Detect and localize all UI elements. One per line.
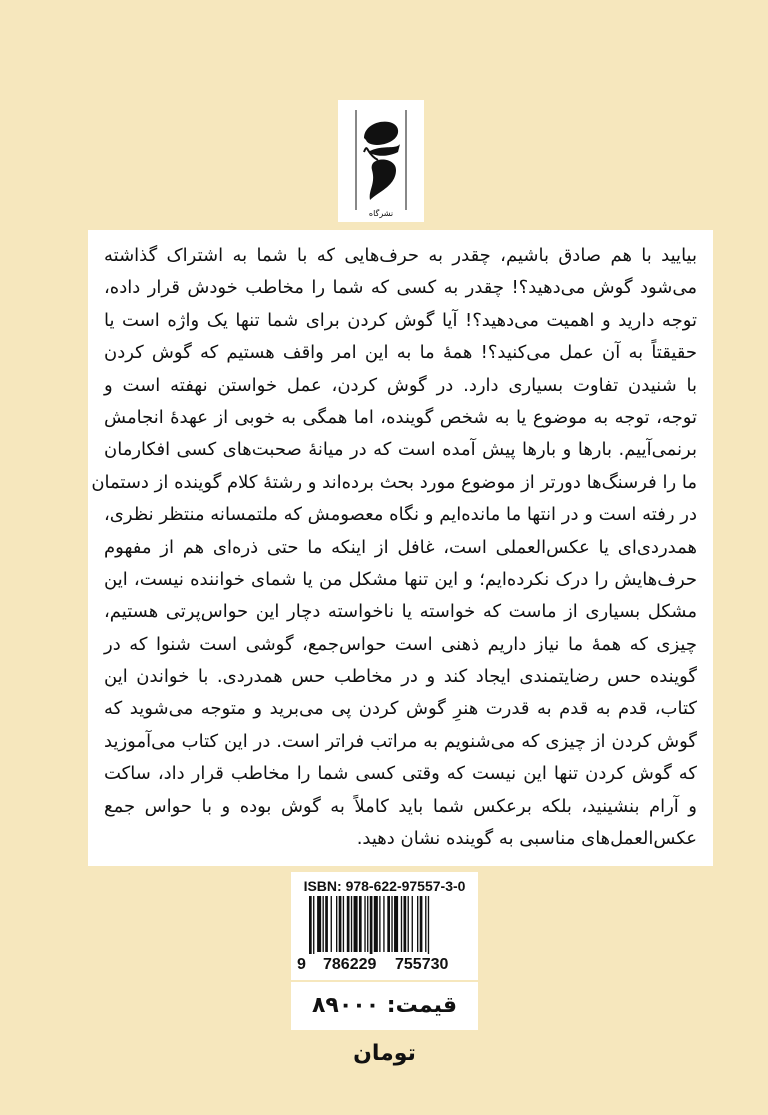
barcode-bar — [331, 896, 332, 952]
back-cover-blurb — [88, 230, 713, 866]
price-label: قیمت: ۸۹۰۰۰ تومان — [291, 982, 478, 1030]
blurb-line: که گوش کردن تنها این نیست که وقتی کسی شما را مخاطب قرار داد، ساکت — [104, 763, 697, 785]
barcode-digits-right: 755730 — [395, 956, 449, 973]
barcode-bar — [325, 896, 328, 952]
barcode-bar — [359, 896, 362, 952]
blurb-line: می‌شود گوش می‌دهید؟! چقدر به کسی که شما را مخاطب خودش قرار داده، — [104, 277, 697, 299]
blurb-line: کتاب، قدم به قدم به قدرت هنرِ گوش کردن پی می‌برید و متوجه می‌شوید که — [104, 698, 697, 720]
barcode-bar — [317, 896, 321, 952]
barcode-digits-left: 786229 — [323, 956, 377, 973]
isbn-label: ISBN: 978-622-97557-3-0 — [303, 878, 466, 894]
barcode-bar — [425, 896, 426, 952]
barcode-bar — [323, 896, 324, 952]
barcode-bar — [364, 896, 365, 952]
barcode-digit-first: 9 — [297, 956, 306, 973]
barcode-bar — [387, 896, 390, 952]
blurb-line: با شنیدن تفاوت بسیاری دارد. در گوش کردن، عمل خواستن نهفته است و — [104, 374, 697, 396]
barcode-bar — [374, 896, 378, 952]
barcode-bar — [336, 896, 337, 952]
blurb-line: عکس‌العمل‌های مناسبی به گوینده نشان دهید. — [356, 828, 697, 850]
barcode-bar — [394, 896, 398, 952]
blurb-line: برنمی‌آییم. بارها و بارها پیش آمده است که در میانهٔ صحبت‌های کسی افکارمان — [104, 439, 697, 461]
blurb-line: توجه، توجه به موضوع یا به شخص گوینده، اما همگی به خوبی از عهدهٔ انجامش — [104, 406, 697, 428]
blurb-line: توجه دارید و اهمیت می‌دهید؟! آیا گوش کردن برای شما تنها یک واژه است یا — [104, 309, 697, 331]
barcode-bar — [343, 896, 344, 952]
barcode-bar — [313, 896, 314, 954]
barcode-bar — [347, 896, 350, 952]
blurb-line: در رفته است و در انتها ما مانده‌ایم و نگاه معصومش که ملتمسانه منتظر نظری، — [104, 504, 697, 526]
blurb-line: گوش کردن از چیزی که می‌شنویم به مراتب فراتر است. در این کتاب می‌آموزید — [104, 730, 697, 752]
blurb-line: حقیقتاً به آن عمل می‌کنید؟! همهٔ ما به این امر واقف هستیم که گوش کردن — [104, 342, 697, 364]
blurb-line: بیایید با هم صادق باشیم، چقدر به حرف‌هایی که با شما به اشتراک گذاشته — [104, 245, 697, 266]
barcode-bar — [367, 896, 368, 952]
barcode-bar — [351, 896, 352, 952]
blurb-line: و آرام بنشینید، بلکه برعکس شما باید کاملاً به گوش بوده و با حواس جمع — [104, 795, 697, 817]
barcode-bar — [383, 896, 384, 952]
barcode-bar — [417, 896, 418, 952]
barcode-bar — [339, 896, 342, 952]
barcode-bars — [301, 896, 468, 954]
publisher-logo-icon — [338, 100, 424, 222]
blurb-line: ما را فرسنگ‌ها دورتر از موضوع مورد بحث برده‌اند و رشتهٔ کلام گوینده از دستمان — [91, 471, 697, 493]
barcode-bar — [412, 896, 413, 952]
publisher-logo — [338, 100, 424, 222]
barcode-bar — [391, 896, 392, 952]
barcode-bar — [401, 896, 402, 952]
barcode-bar — [404, 896, 407, 952]
barcode-bar — [428, 896, 429, 954]
publisher-logo-text: نشرگاه — [368, 209, 394, 218]
barcode-bar — [379, 896, 380, 952]
blurb-line: همدردی‌ای یا عکس‌العملی است، غافل از اینکه ما حتی ذره‌ای هم از مفهوم — [104, 536, 697, 558]
blurb-line: چیزی که همهٔ ما نیاز داریم ذهنی است حواس‌جمع، گوشی است شنوا که در — [104, 633, 697, 655]
barcode-bar — [309, 896, 312, 954]
blurb-line: حرف‌هایش را درک نکرده‌ایم؛ و این تنها مشکل من یا شمای خواننده نیست، این — [104, 568, 697, 590]
barcode-bar — [370, 896, 373, 954]
barcode-bar — [354, 896, 358, 952]
blurb-line: گوینده حس رضایتمندی ایجاد کند و در مخاطب حس همدردی. با خواندن این — [104, 666, 697, 688]
isbn-barcode — [291, 872, 478, 980]
blurb-line: مشکل بسیاری از ماست که خواسته یا ناخواسته دچار این حواس‌پرتی هستیم، — [104, 601, 697, 623]
barcode-bar — [420, 896, 423, 952]
barcode-bar — [408, 896, 409, 952]
